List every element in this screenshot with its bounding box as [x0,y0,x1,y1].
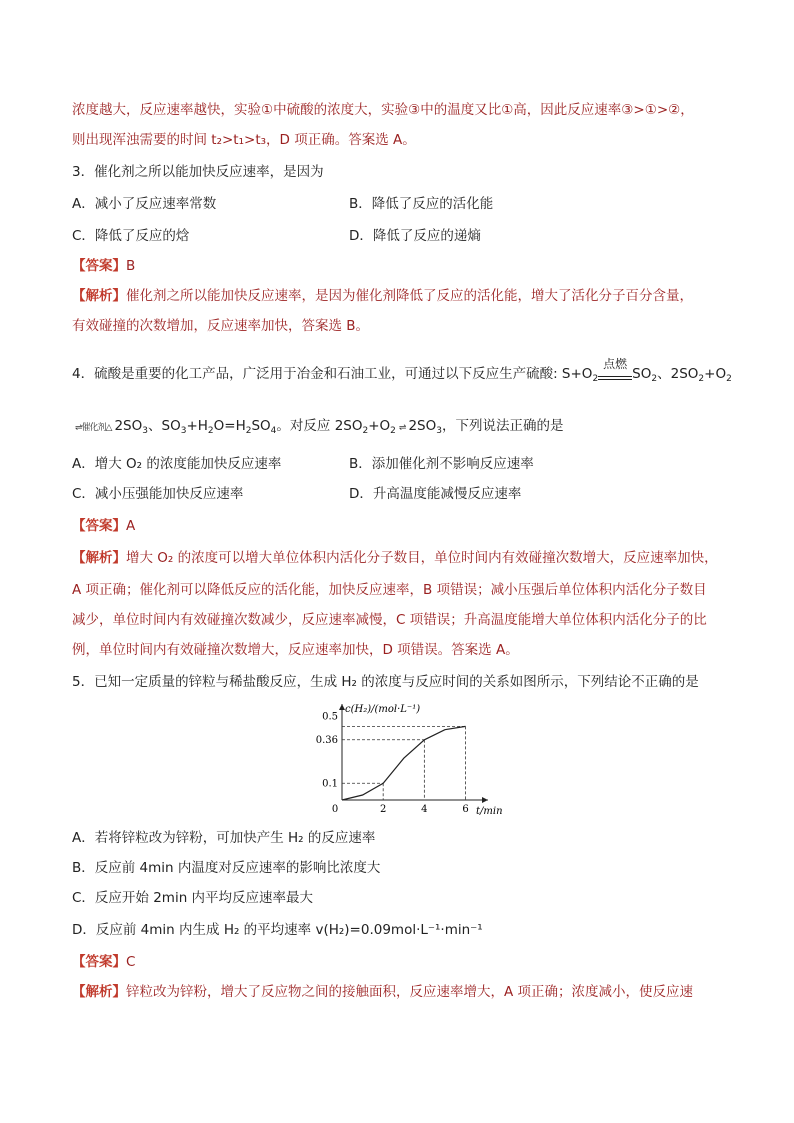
q4-analysis-line3: 减少，单位时间内有效碰撞次数减少，反应速率减慢，C 项错误；升高温度能增大单位体积内活化分子的比 [72,612,707,628]
q4-2so3b: 2SO [408,418,437,434]
q4-option-c: C．减小压强能加快反应速率 [72,486,244,502]
x-tick-label: 0 [331,804,339,815]
q3-option-c: C．降低了反应的焓 [72,228,190,244]
series-line [342,726,466,800]
q5-analysis-line1 [72,982,693,1002]
answer-tag: 【答案】 [72,954,126,970]
y-tick-label: 0.1 [322,778,338,790]
q4-stem1-text: 4．硫酸是重要的化工产品，广泛用于冶金和石油工业，可通过以下反应生产硫酸: S+O [72,366,593,382]
q5-option-c: C．反应开始 2min 内平均反应速率最大 [72,890,314,906]
answer-tag: 【答案】 [72,518,126,534]
q4-o2: +O [704,366,727,382]
q3-option-d: D．降低了反应的递熵 [349,228,481,244]
q4-stem-line2: ⇌催化剂△ $2SO_3$、$SO_3+H_2O=H_2SO_4$。对反应 $2SO_2+O_2$ ⇌ $2SO_3$，下列说法正确的是 [75,418,564,436]
para-top-line2: 则出现浑浊需要的时间 t₂>t₁>t₃，D 项正确。答案选 A。 [72,132,416,148]
q4-analysis-line4: 例，单位时间内有效碰撞次数增大，反应速率加快，D 项错误。答案选 A。 [72,642,519,658]
q5-option-a: A．若将锌粒改为锌粉，可加快产生 H₂ 的反应速率 [72,830,376,846]
answer-value: C [126,954,136,970]
y-tick-label: 0.5 [322,711,338,723]
q3-stem: 3．催化剂之所以能加快反应速率，是因为 [72,164,324,180]
q4-h2so4: O=H [213,418,246,434]
answer-tag: 【答案】 [72,258,126,274]
q3-option-a: A．减小了反应速率常数 [72,196,217,212]
y-tick-label: 0.36 [315,734,338,746]
x-tick-label: 4 [421,804,428,815]
q3-answer [72,256,135,276]
analysis-text: 催化剂之所以能加快反应速率，是因为催化剂降低了反应的活化能，增大了活化分子百分含量， [126,288,693,304]
q4-option-d: D．升高温度能减慢反应速率 [349,486,522,502]
q4-analysis-line1 [72,548,718,568]
q4-o2b: +O [368,418,391,434]
answer-value: A [126,518,136,534]
answer-value: B [126,258,136,274]
q4-option-b: B．添加催化剂不影响反应速率 [349,456,534,472]
q4-option-a: A．增大 O₂ 的浓度能加快反应速率 [72,456,282,472]
reversible-arrow-icon: ⇌ [398,423,406,433]
q4-so3: 、SO [148,418,181,434]
ignite-condition [598,357,632,380]
q5-stem: 5．已知一定质量的锌粒与稀盐酸反应，生成 H₂ 的浓度与反应时间的关系如图所示，下列结论不正确的是 [72,674,699,690]
x-axis-label: t/min [476,806,503,817]
ignite-label: 点燃 [603,357,628,371]
q4-2so2: 、2SO [657,366,699,382]
para-top-line1: 浓度越大，反应速率越快，实验①中硫酸的浓度大，实验③中的温度又比①高，因此反应速率③>①>②， [72,102,694,118]
q4-so4: SO [251,418,271,434]
analysis-tag: 【解析】 [72,984,126,1000]
q5-option-b: B．反应前 4min 内温度对反应速率的影响比浓度大 [72,860,381,876]
q4-analysis-line2: A 项正确；催化剂可以降低反应的活化能，加快反应速率，B 项错误；减小压强后单位体积内活化分子数目 [72,582,707,598]
q4-question: ，下列说法正确的是 [441,418,564,434]
q4-2so3: 2SO [114,418,143,434]
q3-analysis-line1 [72,286,693,306]
q4-reaction: 。对反应 2SO [276,418,363,434]
analysis-tag: 【解析】 [72,288,126,304]
y-axis-label: c(H₂)/(mol·L⁻¹) [345,704,421,715]
analysis-text: 增大 O₂ 的浓度可以增大单位体积内活化分子数目，单位时间内有效碰撞次数增大，反应速率加快， [126,550,718,566]
analysis-text: 锌粒改为锌粉，增大了反应物之间的接触面积，反应速率增大，A 项正确；浓度减小，使反应速 [126,984,694,1000]
q4-stem-line1: 4．硫酸是重要的化工产品，广泛用于冶金和石油工业，可通过以下反应生产硫酸: $S+O_2$ 点燃 $SO_2$、$2SO_2+O_2$ [72,364,732,389]
q4-h: +H [186,418,208,434]
q4-so2: SO [632,366,652,382]
q4-answer [72,516,135,536]
x-axis-arrow-icon [482,797,488,803]
h2-concentration-chart [312,700,503,818]
q5-answer [72,952,135,972]
analysis-tag: 【解析】 [72,550,126,566]
x-tick-label: 2 [379,804,387,815]
x-tick-label: 6 [462,804,469,815]
reversible-arrow-icon: ⇌催化剂△ [75,423,112,433]
q3-analysis-line2: 有效碰撞的次数增加，反应速率加快，答案选 B。 [72,318,370,334]
q3-option-b: B．降低了反应的活化能 [349,196,494,212]
q5-option-d: D．反应前 4min 内生成 H₂ 的平均速率 v(H₂)=0.09mol·L⁻¹·min⁻¹ [72,922,483,938]
